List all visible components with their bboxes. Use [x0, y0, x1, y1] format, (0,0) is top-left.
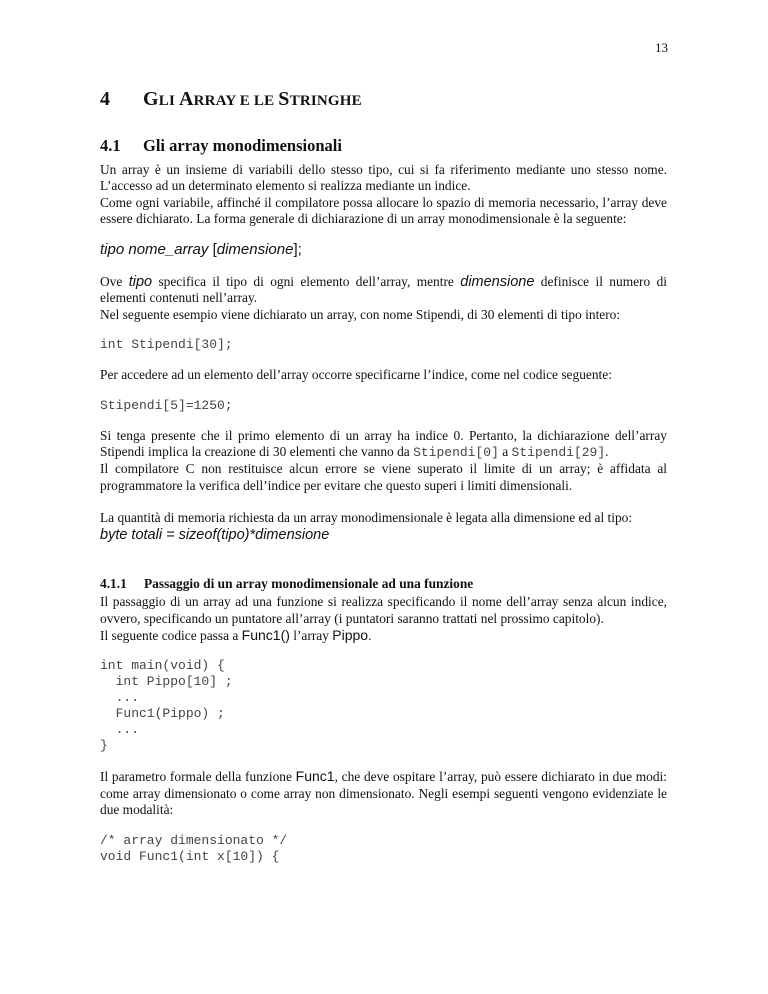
paragraph: Nel seguente esempio viene dichiarato un array, con nome Stipendi, di 30 elementi di tipo intero:	[100, 306, 621, 322]
paragraph: Il passaggio di un array ad una funzione si realizza specificando il nome dell’array senza alcun indice, ovvero, specificando un puntatore all’array (i puntatori saranno trattati nel prossimo capitolo).	[100, 594, 667, 626]
paragraph: Un array è un insieme di variabili dello stesso tipo, cui si fa riferimento mediante uno stesso nome. L’accesso ad un determinato elemento si realizza mediante un indice.	[100, 162, 667, 194]
spacer	[100, 494, 667, 510]
text-run: l’array	[289, 627, 333, 643]
text-run: a	[498, 444, 512, 460]
paragraph	[100, 627, 667, 644]
subsection-title	[100, 576, 667, 592]
text-run: tipo	[128, 274, 153, 291]
code-block: int Stipendi[30];	[100, 337, 233, 353]
text-run: Il seguente codice passa a	[100, 627, 242, 643]
spacer	[100, 819, 667, 833]
syntax-line	[100, 242, 667, 258]
code-block: /* array dimensionato */ void Func1(int x[10]) {	[100, 832, 288, 864]
text-run: Si tenga presente che il primo elemento di un array ha indice 0. Pertanto, la dichiarazione dell’array Stipendi implica la creazione di 30 elementi che vanno da	[100, 427, 667, 460]
chapter-title-part: LI	[158, 93, 179, 109]
spacer	[100, 414, 667, 428]
text-run: Ove	[100, 274, 129, 290]
chapter-title-part: S	[278, 88, 290, 110]
paragraph	[100, 428, 667, 462]
text-run: .	[605, 444, 609, 460]
paragraph	[100, 768, 667, 818]
spacer	[100, 353, 667, 367]
subsection-title-text: Passaggio di un array monodimensionale ad una funzione	[144, 576, 474, 592]
paragraph: Il compilatore C non restituisce alcun errore se viene superato il limite di un array; è affidata al programmatore la verifica dell’indice per evitare che questo superi i limiti dimensionali.	[100, 461, 667, 493]
text-run: Func1	[295, 768, 335, 785]
subsection-number: 4.1.1	[100, 576, 127, 592]
spacer	[100, 754, 667, 768]
syntax-dimension: dimensione	[216, 240, 294, 258]
text-run: specifica il tipo di ogni elemento dell’array, mentre	[152, 274, 461, 290]
chapter-title	[100, 86, 667, 114]
chapter-number: 4	[100, 88, 111, 110]
paragraph	[100, 274, 667, 307]
chapter-title-part: G	[143, 88, 159, 110]
text-run: Stipendi[0]	[413, 445, 499, 461]
text-run: .	[368, 627, 372, 643]
syntax-type: tipo	[100, 240, 125, 258]
text-run: Stipendi[29]	[511, 445, 606, 461]
paragraph: Come ogni variabile, affinché il compilatore possa allocare lo spazio di memoria necessario, l’array deve essere dichiarato. La forma generale di dichiarazione di un array monodimensionale è la seguente:	[100, 194, 667, 227]
text-run: Il parametro formale della funzione	[100, 769, 296, 785]
code-block: Stipendi[5]=1250;	[100, 397, 233, 413]
syntax-part: ];	[293, 240, 302, 258]
text-run: definisce il numero di elementi contenuti nell’array.	[100, 274, 667, 306]
section-number: 4.1	[100, 136, 121, 155]
section-title	[100, 136, 667, 156]
paragraph: La quantità di memoria richiesta da un array monodimensionale è legata alla dimensione ed al tipo:	[100, 510, 633, 526]
chapter-title-part: A	[178, 88, 194, 110]
code-block: int main(void) { int Pippo[10] ; ... Func1(Pippo) ; ... }	[100, 658, 233, 754]
text-run: Func1()	[241, 626, 290, 643]
spacer	[100, 543, 667, 576]
chapter-title-part: RRAY E LE	[193, 93, 279, 109]
spacer	[100, 644, 667, 658]
page-content	[100, 86, 667, 865]
text-run: dimensione	[460, 274, 535, 291]
formula: byte totali = sizeof(tipo)*dimensione	[100, 526, 330, 543]
spacer	[100, 323, 667, 337]
text-run: Pippo	[332, 626, 369, 643]
text-run: , che deve ospitare l’array, può essere dichiarato in due modi: come array dimensionato o come array non dimensionato. Negli esempi seguenti vengono evidenziate le due modalità:	[100, 769, 667, 818]
section-title-text: Gli array monodimensionali	[143, 136, 342, 155]
chapter-title-part: TRINGHE	[289, 93, 362, 109]
syntax-part: [	[208, 240, 217, 258]
spacer	[100, 384, 667, 398]
page-number: 13	[655, 40, 668, 55]
syntax-name: nome_array	[128, 240, 209, 258]
paragraph: Per accedere ad un elemento dell’array occorre specificarne l’indice, come nel codice seguente:	[100, 367, 612, 383]
